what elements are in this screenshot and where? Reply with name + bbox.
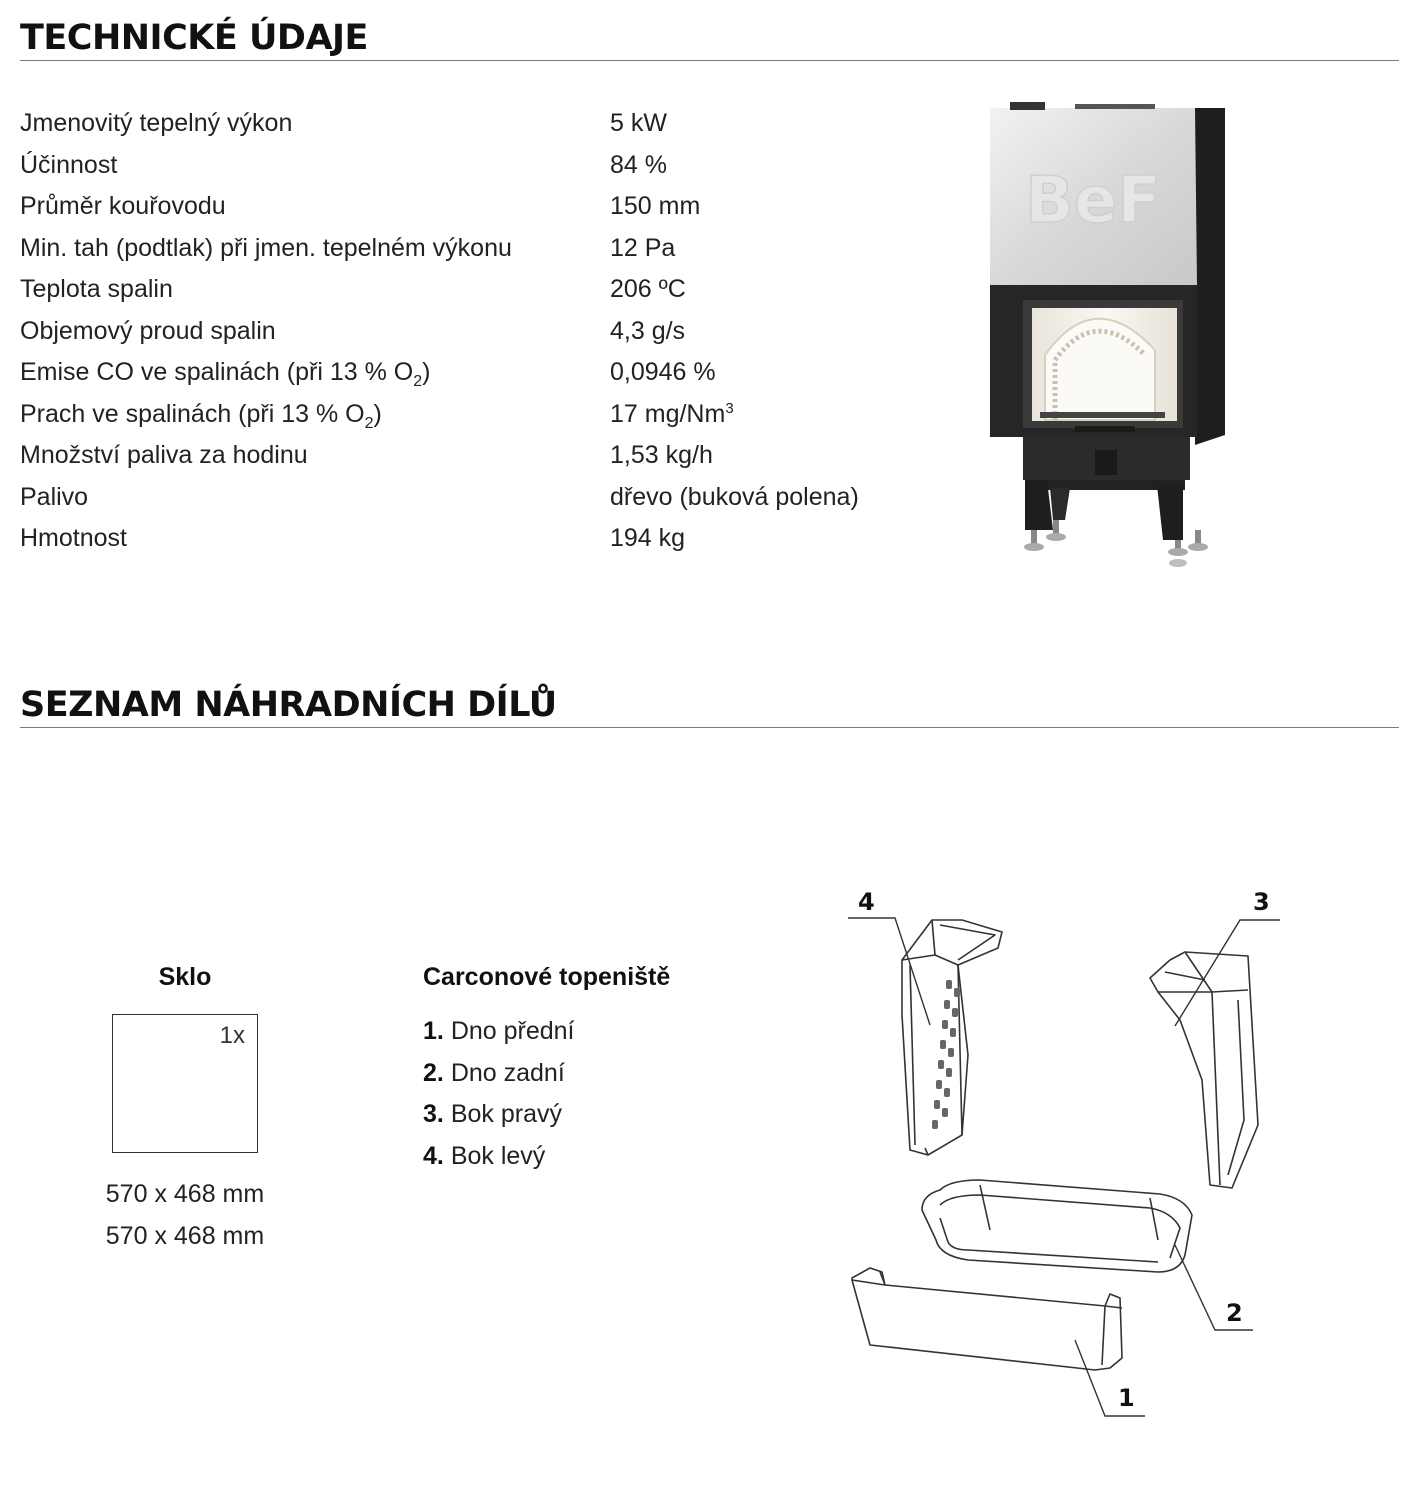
spec-label: Palivo <box>20 482 89 511</box>
item-number: 2. <box>423 1058 444 1087</box>
spec-value: dřevo (buková polena) <box>610 482 859 511</box>
spec-row <box>20 518 920 560</box>
spec-value: 84 % <box>610 150 667 179</box>
spec-value: 12 Pa <box>610 233 676 262</box>
item-name: Dno přední <box>450 1017 575 1045</box>
spec-label <box>20 394 382 436</box>
spec-value: 4,3 g/s <box>610 316 686 345</box>
spec-label-text: ) <box>373 399 382 428</box>
fireplace-top-flange <box>1010 102 1045 110</box>
spec-label: Teplota spalin <box>20 275 173 303</box>
spare-parts-heading: SEZNAM NÁHRADNÍCH DÍLŮ <box>20 683 1399 728</box>
technical-data-table <box>20 103 920 560</box>
spec-row <box>20 103 920 145</box>
fireplace-side-panel <box>1195 108 1225 445</box>
spec-value: 0,0946 % <box>610 358 716 386</box>
technical-data-heading: TECHNICKÉ ÚDAJE <box>20 16 1399 61</box>
spec-label: Průměr kouřovodu <box>20 192 226 220</box>
spec-row <box>20 186 920 228</box>
spec-label: Objemový proud spalin <box>20 316 276 345</box>
item-number: 1. <box>423 1017 444 1045</box>
spec-value <box>610 394 734 436</box>
spec-value-text: 17 mg/Nm <box>610 399 726 428</box>
spec-label: Min. tah (podtlak) při jmen. tepelném výkonu <box>20 233 512 262</box>
callout-label-4: 4 <box>858 888 875 916</box>
part-3-right-side <box>1150 952 1258 1188</box>
subscript: 2 <box>413 373 423 390</box>
spec-value: 1,53 kg/h <box>610 441 713 469</box>
glass-dimensions <box>80 1173 290 1257</box>
glass-title: Sklo <box>158 963 212 991</box>
spec-row <box>20 269 920 311</box>
glass-outline <box>112 1014 258 1153</box>
carcon-firebox-parts <box>423 955 803 1177</box>
spec-value: 194 kg <box>610 524 686 552</box>
list-item <box>423 1094 803 1136</box>
firebox-parts-drawing <box>840 880 1290 1425</box>
fireplace-leg <box>1157 485 1183 540</box>
spec-row <box>20 352 920 394</box>
callout-label-3: 3 <box>1253 888 1270 916</box>
spec-row <box>20 145 920 187</box>
spec-row <box>20 435 920 477</box>
spec-value: 206 ºC <box>610 275 686 303</box>
fireplace-illustration <box>985 100 1230 570</box>
glass-dimension: 570 x 468 mm <box>105 1222 265 1250</box>
spec-value: 150 mm <box>610 192 701 220</box>
spec-label-text: Prach ve spalinách (při 13 % O <box>20 399 365 428</box>
part-2-rear-bottom <box>922 1180 1192 1272</box>
spec-label <box>20 352 430 394</box>
spec-label-text: ) <box>422 358 431 386</box>
fireplace-logo: BeF <box>1025 164 1161 238</box>
glass-dimension: 570 x 468 mm <box>105 1180 265 1208</box>
spec-row <box>20 228 920 270</box>
spec-label: Množství paliva za hodinu <box>20 441 308 469</box>
item-number: 4. <box>423 1141 444 1170</box>
spec-label: Účinnost <box>20 150 118 179</box>
callout-label-2: 2 <box>1226 1299 1243 1327</box>
spec-row <box>20 311 920 353</box>
list-item <box>423 1011 803 1053</box>
list-item <box>423 1136 803 1178</box>
subscript: 2 <box>364 414 374 432</box>
part-4-left-side <box>902 920 1002 1155</box>
spec-label: Hmotnost <box>20 524 127 552</box>
callout-label-1: 1 <box>1118 1384 1135 1412</box>
item-name: Bok levý <box>450 1141 546 1170</box>
carcon-list <box>423 1011 803 1177</box>
spec-row <box>20 477 920 519</box>
superscript: 3 <box>725 399 734 417</box>
list-item <box>423 1053 803 1095</box>
spec-row <box>20 394 920 436</box>
item-name: Bok pravý <box>450 1100 562 1128</box>
spec-value: 5 kW <box>610 109 667 137</box>
spec-label: Jmenovitý tepelný výkon <box>20 109 293 137</box>
item-number: 3. <box>423 1100 444 1128</box>
item-name: Dno zadní <box>450 1058 565 1087</box>
spec-label-text: Emise CO ve spalinách (při 13 % O <box>20 358 414 386</box>
glass-part <box>80 955 290 1257</box>
glass-quantity: 1x <box>219 1022 245 1049</box>
carcon-title: Carconové topeniště <box>423 963 671 991</box>
